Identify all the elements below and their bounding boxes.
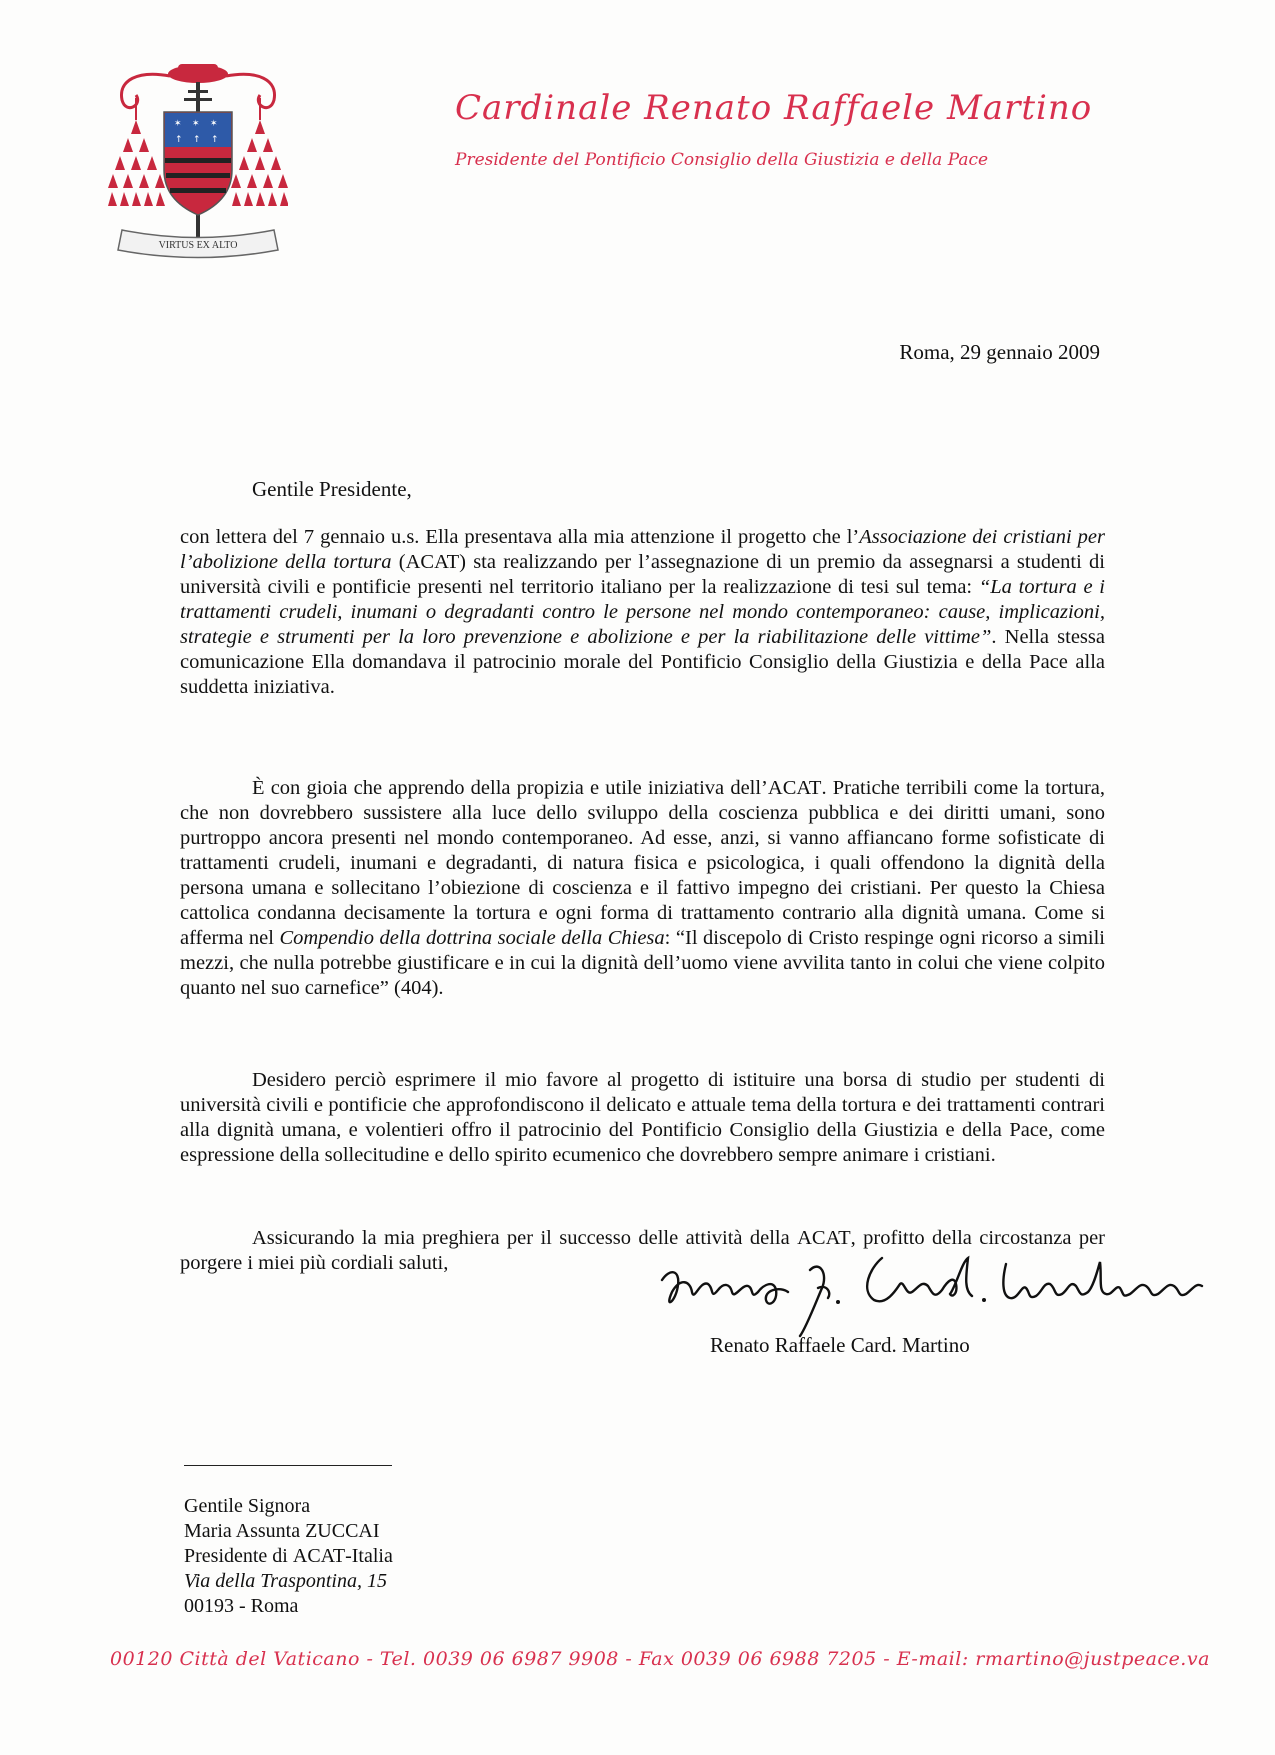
svg-text:↑: ↑ bbox=[175, 135, 183, 145]
recipient-street-text: Via della Traspontina, 15 bbox=[184, 1570, 387, 1592]
p4-acronym: ACAT bbox=[797, 1227, 851, 1249]
letter-date: Roma, 29 gennaio 2009 bbox=[899, 340, 1100, 364]
p1-association-name: Associazione dei cristiani per l’abolizione della tortura bbox=[180, 526, 1105, 573]
svg-text:✶: ✶ bbox=[174, 119, 182, 129]
letterhead-role: Presidente del Pontificio Consiglio della Giustizia e della Pace bbox=[455, 150, 989, 170]
divider bbox=[184, 1465, 392, 1466]
svg-text:↑: ↑ bbox=[211, 135, 219, 145]
recipient-title bbox=[184, 1544, 393, 1569]
p2-text: . Pratiche terribili come la tortura, che non dovrebbero sussistere alla luce dello sviluppo della coscienza pubblica e dei diritti umani, sono purtroppo ancora presenti nel mondo contemporaneo. Ad esse, anzi, si vanno affiancano forme sofisticate di trattamenti crudeli, inumani e degradanti, di natura fisica e psicologica, i quali offendono la dignità della persona umana e sollecitano l’obiezione di coscienza e il fattivo impegno dei cristiani. Per questo la Chiesa cattolica condanna decisamente la tortura e ogni forma di trattamento contrario alla dignità umana. Come si afferma nel bbox=[180, 777, 1105, 949]
p1-text: ( bbox=[391, 551, 406, 573]
p1-text: con lettera del 7 gennaio u.s. Ella presentava alla mia attenzione il progetto che l’ bbox=[180, 526, 860, 548]
svg-text:↑: ↑ bbox=[193, 135, 201, 145]
recipient-surname: ZUCCAI bbox=[305, 1520, 380, 1542]
recipient-address bbox=[184, 1494, 393, 1619]
svg-text:✶: ✶ bbox=[210, 119, 218, 129]
p2-compendio-title: Compendio della dottrina sociale della Chiesa bbox=[279, 927, 665, 949]
p1-acronym: ACAT bbox=[405, 551, 460, 573]
letterhead-name: Cardinale Renato Raffaele Martino bbox=[455, 88, 1093, 128]
crest-motto: VIRTUS EX ALTO bbox=[158, 240, 238, 251]
recipient-name bbox=[184, 1519, 393, 1544]
p2-text: È con gioia che apprendo della propizia e utile iniziativa dell’ bbox=[252, 777, 768, 799]
paragraph-3 bbox=[180, 1068, 1105, 1168]
coat-of-arms-icon bbox=[108, 60, 288, 264]
salutation: Gentile Presidente, bbox=[252, 477, 412, 501]
paragraph-2 bbox=[180, 776, 1105, 1001]
p1-text: . Nella stessa comunicazione Ella domandava il patrocinio morale del Pontificio Consiglio della Giustizia e della Pace alla suddetta iniziativa. bbox=[180, 626, 1105, 698]
letterhead-footer: 00120 Città del Vaticano - Tel. 0039 06 6987 9908 - Fax 0039 06 6988 7205 - E-mail: rmartino@justpeace.va bbox=[110, 1648, 1210, 1670]
p1-thesis-title: “La tortura e i trattamenti crudeli, inumani o degradanti contro le persone nel mondo contemporaneo: cause, implicazioni, strategie e strumenti per la loro prevenzione e abolizione e per la riabilitazione delle vittime” bbox=[180, 576, 1105, 648]
handwritten-signature-icon bbox=[650, 1240, 1230, 1340]
recipient-street bbox=[184, 1569, 393, 1594]
recipient-city: 00193 - Roma bbox=[184, 1595, 299, 1617]
p3-text: Desidero perciò esprimere il mio favore al progetto di istituire una borsa di studio per studenti di università civili e pontificie che approfondiscono il delicato e attuale tema della tortura e dei trattamenti contrari alla dignità umana, e volentieri offro il patrocinio del Pontificio Consiglio della Giustizia e della Pace, come espressione della sollecitudine e dello spirito ecumenico che dovrebbero sempre animare i cristiani. bbox=[180, 1069, 1105, 1166]
p4-text: , profitto della circostanza per porgere i miei più cordiali saluti, bbox=[180, 1227, 1105, 1274]
p1-text: ) sta realizzando per l’assegnazione di un premio da assegnarsi a studenti di università civili e pontificie presenti nel territorio italiano per la realizzazione di tesi sul tema: bbox=[180, 551, 1106, 598]
p4-text: Assicurando la mia preghiera per il successo delle attività della bbox=[252, 1227, 798, 1249]
signer-name: Renato Raffaele Card. Martino bbox=[710, 1333, 970, 1357]
p2-text: : “Il discepolo di Cristo respinge ogni ricorso a simili mezzi, che nulla potrebbe giustificare e in cui la dignità dell’uomo viene avvilita tanto in colui che viene colpito quanto nel suo carnefice” (404). bbox=[180, 927, 1105, 999]
svg-text:✶: ✶ bbox=[192, 119, 200, 129]
recipient-title-text: Presidente di bbox=[184, 1545, 293, 1567]
recipient-title-text: -Italia bbox=[345, 1545, 393, 1567]
recipient-first-names: Maria Assunta bbox=[184, 1520, 306, 1542]
p2-acronym: ACAT bbox=[767, 777, 822, 799]
recipient-line: Gentile Signora bbox=[184, 1495, 311, 1517]
recipient-org-acronym: ACAT bbox=[292, 1545, 346, 1567]
paragraph-1 bbox=[180, 525, 1105, 700]
